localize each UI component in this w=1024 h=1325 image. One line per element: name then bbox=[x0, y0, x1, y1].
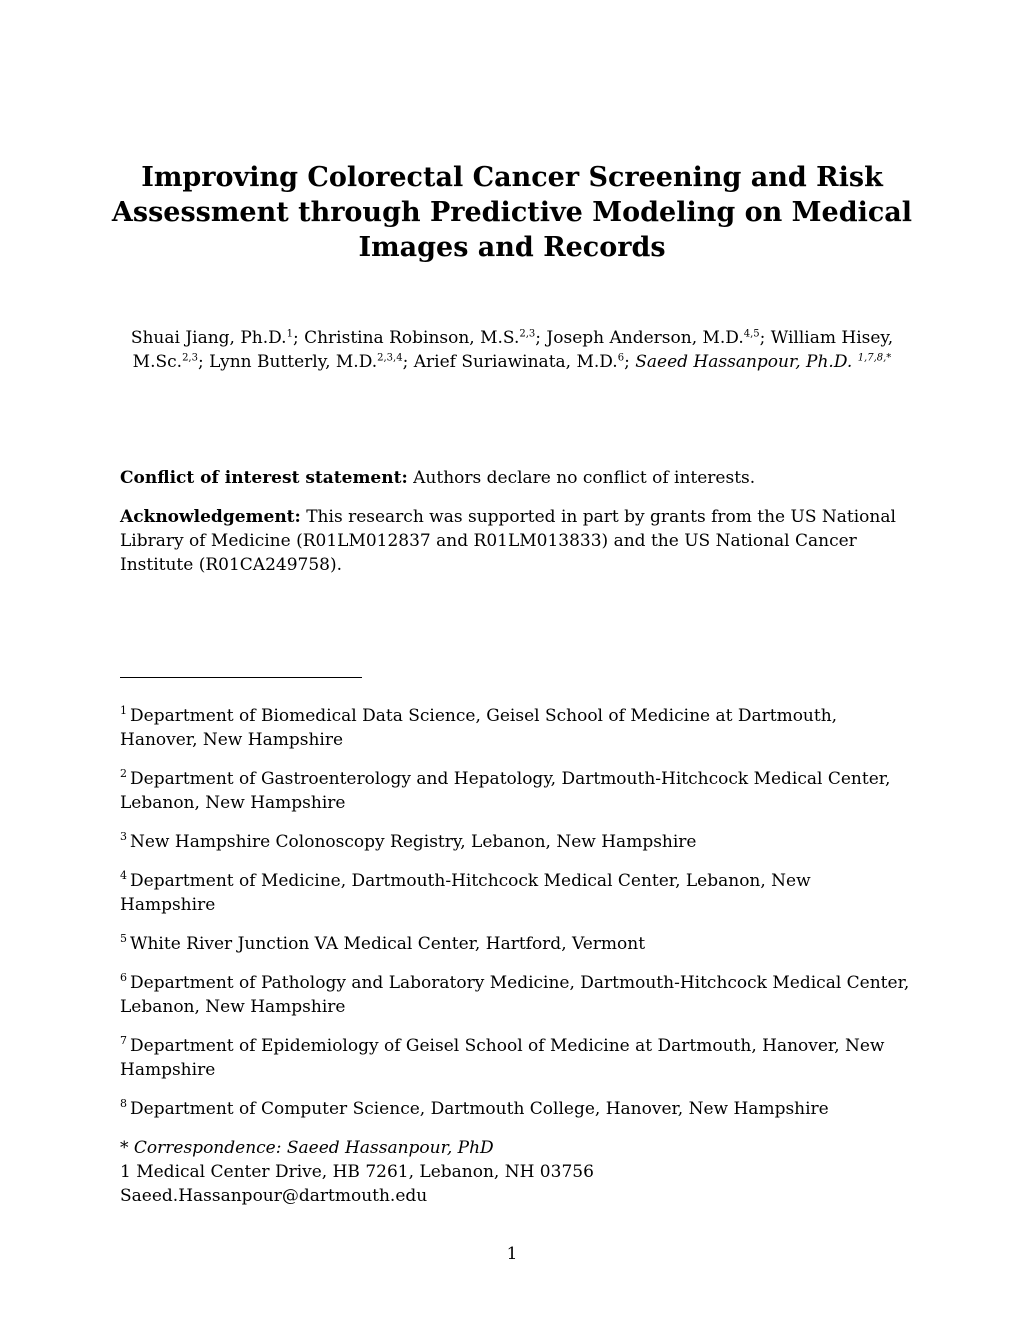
footnote-text: New Hampshire Colonoscopy Registry, Lebanon, New Hampshire bbox=[130, 832, 697, 852]
footnote bbox=[120, 704, 910, 752]
footnote-text: Department of Epidemiology of Geisel School of Medicine at Dartmouth, Hanover, New Hampshire bbox=[120, 1036, 885, 1080]
footnote bbox=[120, 932, 910, 956]
author-name: Christina Robinson, M.S. bbox=[304, 328, 520, 348]
footnote-number: 4 bbox=[120, 869, 127, 883]
footnote-text: Department of Computer Science, Dartmouth College, Hanover, New Hampshire bbox=[130, 1099, 829, 1119]
footnote-text: Department of Pathology and Laboratory Medicine, Dartmouth-Hitchcock Medical Center, Lebanon, New Hampshire bbox=[120, 973, 910, 1017]
author-separator: ; bbox=[535, 328, 547, 348]
footnote-text: Department of Medicine, Dartmouth-Hitchcock Medical Center, Lebanon, New Hampshire bbox=[120, 871, 811, 915]
acknowledgement-text: This research was supported in part by grants from the US National Library of Medicine (R01LM012837 and R01LM013833) and the US National Cancer Institute (R01CA249758). bbox=[120, 507, 896, 575]
title-line: Images and Records bbox=[358, 232, 666, 263]
correspondence-address: 1 Medical Center Drive, HB 7261, Lebanon, NH 03756 bbox=[120, 1162, 594, 1182]
author-affiliation-sup: 1 bbox=[286, 328, 293, 340]
footnote-divider bbox=[120, 677, 362, 678]
affiliation-footnotes bbox=[120, 704, 910, 1208]
correspondence-marker: * bbox=[120, 1138, 134, 1158]
footnote-number: 2 bbox=[120, 767, 127, 781]
correspondence-label: Correspondence: Saeed Hassanpour, PhD bbox=[133, 1138, 494, 1158]
footnote-number: 8 bbox=[120, 1097, 127, 1111]
footnote bbox=[120, 830, 910, 854]
corresponding-author-name bbox=[635, 352, 891, 372]
page-number: 1 bbox=[506, 1244, 518, 1264]
footnote-text: Department of Gastroenterology and Hepatology, Dartmouth-Hitchcock Medical Center, Lebanon, New Hampshire bbox=[120, 769, 891, 813]
conflict-label: Conflict of interest statement: bbox=[120, 468, 408, 488]
author-affiliation-sup: 2,3 bbox=[182, 352, 198, 364]
author-name: Joseph Anderson, M.D. bbox=[546, 328, 744, 348]
footnote-number: 7 bbox=[120, 1034, 127, 1048]
author-separator: ; bbox=[624, 352, 636, 372]
author-list bbox=[120, 326, 904, 374]
footnote-text: Department of Biomedical Data Science, Geisel School of Medicine at Dartmouth, Hanover, New Hampshire bbox=[120, 706, 838, 750]
conflict-text: Authors declare no conflict of interests. bbox=[407, 468, 756, 488]
author-name: William Hisey, M.Sc. bbox=[132, 328, 894, 372]
author-affiliation-sup: 2,3,4 bbox=[377, 352, 403, 364]
footnote bbox=[120, 767, 910, 815]
author-name: Shuai Jiang, Ph.D. bbox=[130, 328, 287, 348]
author-separator: ; bbox=[759, 328, 771, 348]
paper-title bbox=[100, 160, 924, 265]
author-name: Arief Suriawinata, M.D. bbox=[413, 352, 618, 372]
author-affiliation-sup: 4,5 bbox=[743, 328, 760, 340]
footnote bbox=[120, 1097, 910, 1121]
correspondence-line bbox=[120, 1136, 910, 1160]
author-affiliation-sup: 1,7,8,* bbox=[857, 352, 892, 364]
footnote bbox=[120, 1034, 910, 1082]
title-line: Assessment through Predictive Modeling on Medical bbox=[111, 197, 913, 228]
author-name: Lynn Butterly, M.D. bbox=[209, 352, 378, 372]
author-separator: ; bbox=[402, 352, 414, 372]
correspondence-block bbox=[120, 1136, 910, 1208]
footnote-number: 6 bbox=[120, 971, 127, 985]
author-affiliation-sup: 6 bbox=[617, 352, 625, 364]
author-separator: ; bbox=[197, 352, 210, 372]
acknowledgement-label: Acknowledgement: bbox=[120, 507, 301, 527]
author-name: Saeed Hassanpour, Ph.D. bbox=[635, 352, 853, 372]
footnote bbox=[120, 869, 910, 917]
author-separator: ; bbox=[292, 328, 305, 348]
conflict-of-interest-statement bbox=[120, 466, 910, 490]
title-line: Improving Colorectal Cancer Screening and Risk bbox=[141, 162, 883, 193]
footnote-number: 5 bbox=[120, 932, 127, 946]
footnote-number: 1 bbox=[120, 704, 127, 718]
acknowledgement-statement bbox=[120, 505, 910, 577]
footnote-number: 3 bbox=[120, 830, 127, 844]
correspondence-email: Saeed.Hassanpour@dartmouth.edu bbox=[120, 1186, 428, 1206]
footnote-text: White River Junction VA Medical Center, Hartford, Vermont bbox=[130, 934, 646, 954]
footnote bbox=[120, 971, 910, 1019]
author-affiliation-sup: 2,3 bbox=[519, 328, 536, 340]
